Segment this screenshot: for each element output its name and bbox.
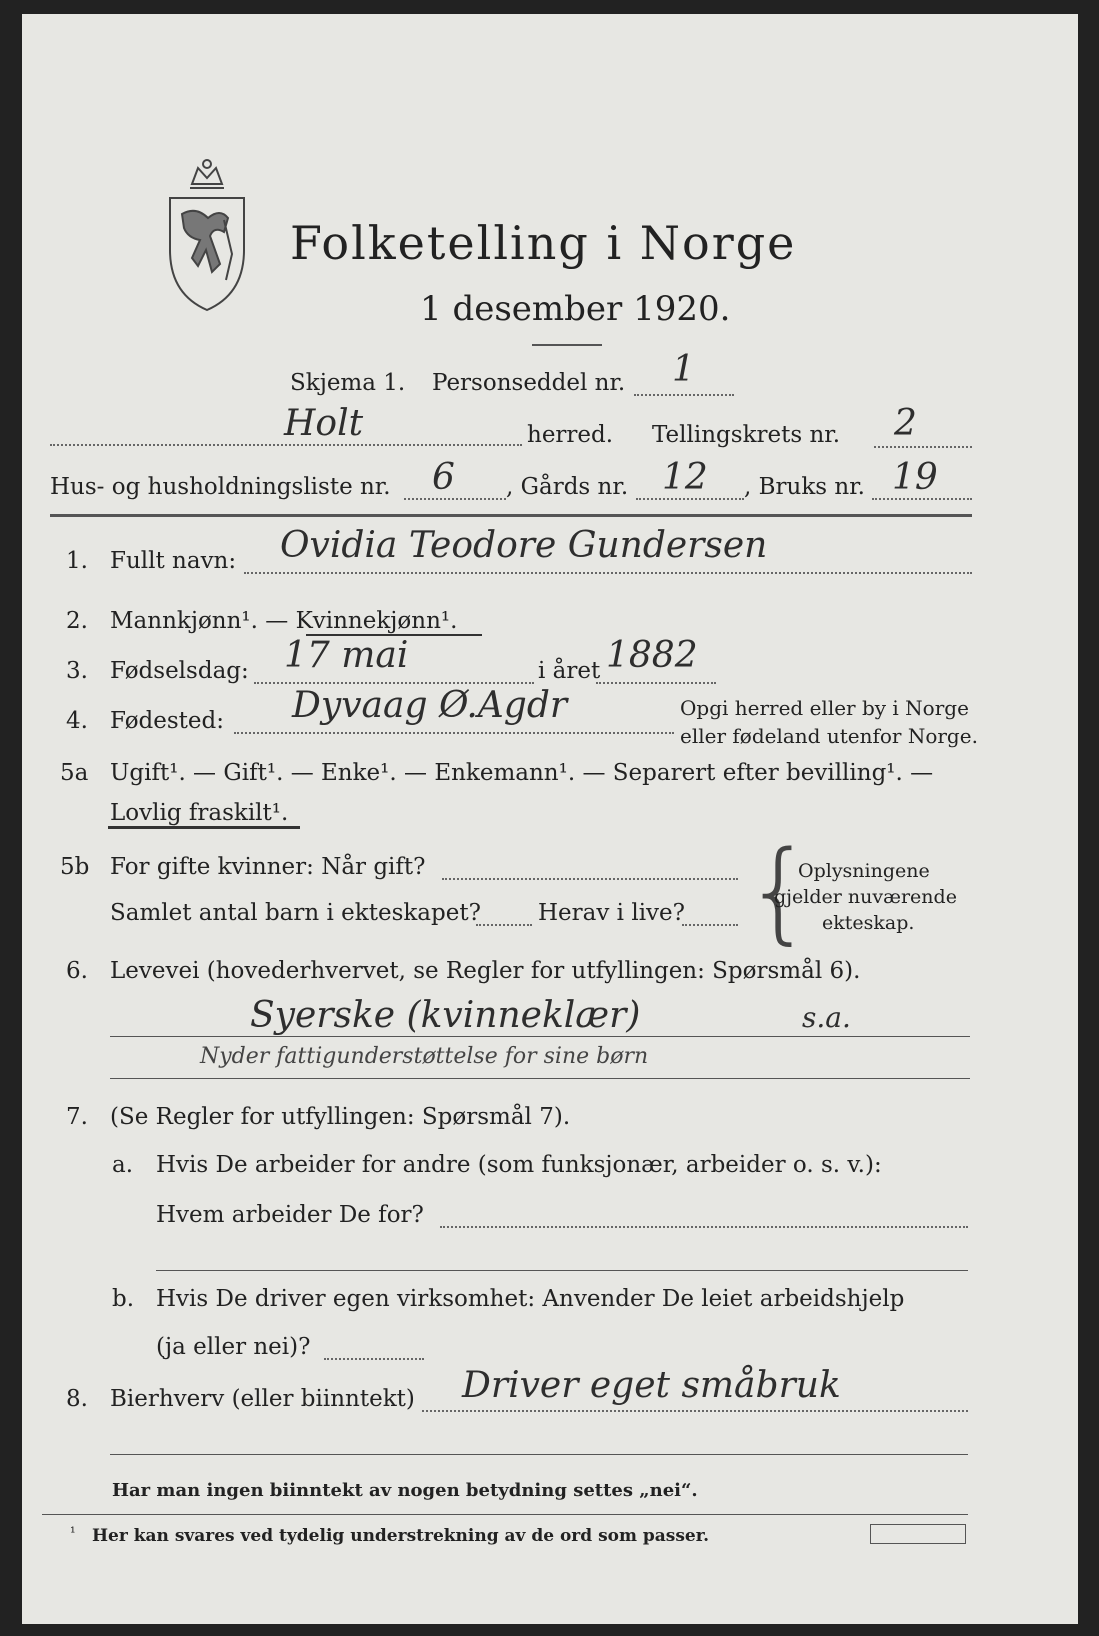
q6-line2 xyxy=(110,1078,970,1079)
q7a-label2: Hvem arbeider De for? xyxy=(156,1202,424,1228)
footnote-mark: ¹ xyxy=(70,1525,76,1541)
tellingskrets-dots xyxy=(874,446,972,448)
q3-label: Fødselsdag: xyxy=(110,658,249,684)
q5a-number: 5a xyxy=(60,760,89,786)
tellingskrets-label: Tellingskrets nr. xyxy=(652,422,841,448)
q4-number: 4. xyxy=(66,708,88,734)
q6-value: Syerske (kvinneklær) xyxy=(250,995,641,1036)
q8-label: Bierhverv (eller biinntekt) xyxy=(110,1386,415,1412)
tellingskrets-value: 2 xyxy=(894,403,917,444)
herred-label: herred. xyxy=(527,422,614,448)
q5a-underline-fraskilt xyxy=(108,826,300,829)
bruks-label: , Bruks nr. xyxy=(744,474,865,500)
personseddel-label: Personseddel nr. xyxy=(432,370,626,396)
q3-value: 17 mai xyxy=(284,635,409,676)
q5b-brace: { xyxy=(744,827,814,955)
q3-year-label: i året xyxy=(538,658,601,684)
gards-value: 12 xyxy=(662,457,708,498)
hus-dots xyxy=(404,498,506,500)
q5b-number: 5b xyxy=(60,854,90,880)
hus-label: Hus- og husholdningsliste nr. xyxy=(50,474,391,500)
q5b-label2: Samlet antal barn i ekteskapet? xyxy=(110,900,481,926)
gards-dots xyxy=(636,498,744,500)
hus-value: 6 xyxy=(432,457,455,498)
title-divider xyxy=(532,344,602,346)
q5a-label2: Lovlig fraskilt¹. xyxy=(110,800,289,826)
schema-label: Skjema 1. xyxy=(290,370,406,396)
q7b-label2: (ja eller nei)? xyxy=(156,1334,311,1360)
q7-label: (Se Regler for utfyllingen: Spørsmål 7). xyxy=(110,1104,571,1130)
q4-label: Fødested: xyxy=(110,708,225,734)
q5b-label3: Herav i live? xyxy=(538,900,685,926)
q5a-label: Ugift¹. — Gift¹. — Enke¹. — Enkemann¹. — Separert efter bevilling¹. — xyxy=(110,760,934,786)
q7a-label: Hvis De arbeider for andre (som funksjonær, arbeider o. s. v.): xyxy=(156,1152,882,1178)
q4-note-line2: eller fødeland utenfor Norge. xyxy=(680,724,978,748)
q5b-label: For gifte kvinner: Når gift? xyxy=(110,854,426,880)
gards-label: , Gårds nr. xyxy=(506,474,629,500)
q5b-note-line1: Oplysningene xyxy=(798,860,930,882)
q6-number: 6. xyxy=(66,958,88,984)
q3-number: 3. xyxy=(66,658,88,684)
q7-number: 7. xyxy=(66,1104,88,1130)
herred-dots xyxy=(50,444,522,446)
q6-value-extra: s.a. xyxy=(802,1001,851,1034)
footer-note: Har man ingen biinntekt av nogen betydning settes „nei“. xyxy=(112,1480,698,1501)
printer-mark xyxy=(870,1524,966,1544)
q6-value2: Nyder fattigunderstøttelse for sine børn xyxy=(200,1044,649,1069)
q5b-alive-dots xyxy=(682,924,738,926)
q3-year-dots xyxy=(596,682,716,684)
coat-of-arms-emblem xyxy=(162,154,252,314)
personseddel-value: 1 xyxy=(672,349,695,390)
form-date: 1 desember 1920. xyxy=(420,289,731,329)
q7a-dots xyxy=(440,1226,968,1228)
q5b-note-line3: ekteskap. xyxy=(822,912,915,934)
herred-value: Holt xyxy=(284,403,364,444)
bruks-value: 19 xyxy=(892,457,938,498)
q4-note-line1: Opgi herred eller by i Norge xyxy=(680,696,969,720)
q7b-label: Hvis De driver egen virksomhet: Anvender De leiet arbeidshjelp xyxy=(156,1286,905,1312)
q1-number: 1. xyxy=(66,548,88,574)
q8-value: Driver eget småbruk xyxy=(462,1365,841,1406)
q8-number: 8. xyxy=(66,1386,88,1412)
q7b-number: b. xyxy=(112,1286,135,1312)
q7b-dots xyxy=(324,1358,424,1360)
bruks-dots xyxy=(872,498,972,500)
q7a-number: a. xyxy=(112,1152,134,1178)
q1-value: Ovidia Teodore Gundersen xyxy=(280,525,768,566)
q8-dots xyxy=(422,1410,968,1412)
personseddel-dots xyxy=(634,394,734,396)
q5b-children-dots xyxy=(476,924,532,926)
q2-label: Mannkjønn¹. — Kvinnekjønn¹. xyxy=(110,608,458,634)
q6-label: Levevei (hovederhvervet, se Regler for utfyllingen: Spørsmål 6). xyxy=(110,958,861,984)
form-title: Folketelling i Norge xyxy=(290,216,797,270)
q6-line1 xyxy=(110,1036,970,1037)
q5b-dots xyxy=(442,878,738,880)
q5b-note-line2: gjelder nuværende xyxy=(774,886,957,908)
q2-number: 2. xyxy=(66,608,88,634)
footnote-text: Her kan svares ved tydelig understrekning av de ord som passer. xyxy=(92,1526,710,1546)
q8-line2 xyxy=(110,1454,968,1455)
q1-label: Fullt navn: xyxy=(110,548,237,574)
q1-dots xyxy=(244,572,972,574)
q3-year-value: 1882 xyxy=(606,635,698,676)
q3-dots xyxy=(254,682,534,684)
census-form xyxy=(22,14,1078,1624)
q4-value: Dyvaag Ø.Agdr xyxy=(292,685,568,726)
header-rule xyxy=(50,514,972,517)
q7a-line2 xyxy=(156,1270,968,1271)
footer-rule xyxy=(42,1514,968,1515)
q4-dots xyxy=(234,732,674,734)
